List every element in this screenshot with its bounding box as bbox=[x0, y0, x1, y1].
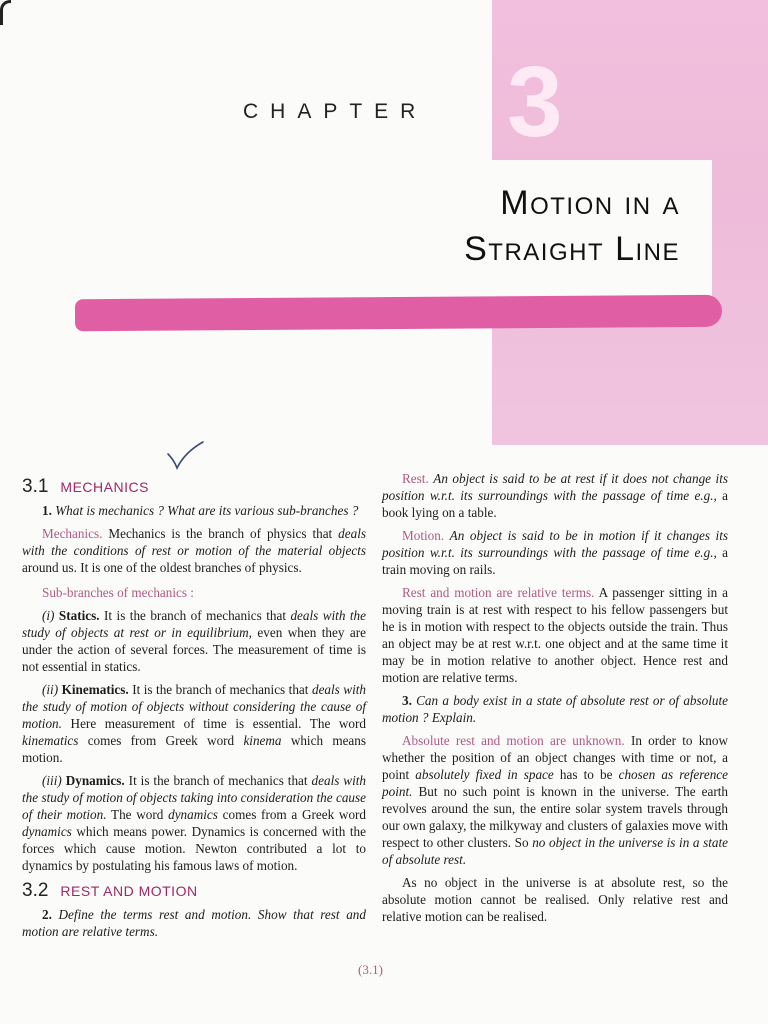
term-label: Statics. bbox=[58, 608, 100, 623]
paragraph-text: Here measurement of time is essential. The word bbox=[70, 716, 367, 731]
paragraph-relative bbox=[382, 584, 728, 686]
paragraph-text: has to be bbox=[559, 767, 613, 782]
paragraph-text: But no such point is known in the universe. The earth revolves around the sun, the entire solar system travels through our own galaxy, the milkyway and clusters of galaxies move with respect to other clusters. So bbox=[382, 784, 729, 850]
paragraph-text: around us. It is one of the oldest branches of physics. bbox=[22, 560, 302, 575]
paragraph-text: It is the branch of mechanics that bbox=[128, 773, 308, 788]
question-3 bbox=[382, 692, 728, 726]
paragraph-motion bbox=[382, 527, 728, 578]
paragraph-italic: kinematics bbox=[22, 733, 79, 748]
paragraph-final bbox=[382, 874, 728, 925]
term-label: Absolute rest and motion are unknown. bbox=[402, 733, 625, 748]
paragraph-text: Mechanics is the branch of physics that bbox=[108, 526, 333, 541]
decorative-pink-bar bbox=[75, 295, 722, 332]
paragraph-italic: kinema bbox=[243, 733, 282, 748]
paragraph-italic: dynamics bbox=[22, 824, 72, 839]
section-heading-3-2 bbox=[22, 882, 366, 900]
paragraph-text: comes from Greek word bbox=[87, 733, 235, 748]
paragraph-text: A passenger sitting in a moving train is at rest with respect to his fellow passengers but he is in motion with respect to the objects outside the train. Thus an object may be at rest w.r.t. one object and at the same time it may be in motion relative to another object. Hence rest and motion are relative terms. bbox=[382, 585, 728, 685]
paragraph-mechanics bbox=[22, 525, 366, 576]
term-label: Rest. bbox=[402, 471, 429, 486]
question-text: What is mechanics ? What are its various sub-branches ? bbox=[55, 503, 359, 518]
term-label: Kinematics. bbox=[61, 682, 129, 697]
handwritten-check-icon bbox=[165, 440, 205, 470]
paragraph-text: which means power. Dynamics is concerned with the forces which cause motion. Newton contributed a lot to dynamics by postulating his famous laws of motion. bbox=[22, 824, 366, 873]
item-number: (i) bbox=[42, 608, 55, 623]
term-label: Dynamics. bbox=[65, 773, 125, 788]
paragraph-statics bbox=[22, 607, 366, 675]
question-text: Define the terms rest and motion. Show that rest and motion are relative terms. bbox=[22, 907, 366, 939]
section-number: 3.1 bbox=[22, 476, 49, 497]
item-number: (ii) bbox=[42, 682, 59, 697]
paragraph-italic: deals with the study of objects at rest or in equilibrium, bbox=[22, 608, 367, 640]
paragraph-italic: deals with the study of motion of objects taking into consideration the cause of their motion. bbox=[22, 773, 367, 822]
item-number: (iii) bbox=[42, 773, 62, 788]
question-number: 2. bbox=[42, 907, 52, 922]
term-label: Rest and motion are relative terms. bbox=[402, 585, 595, 600]
paragraph-text: As no object in the universe is at absolute rest, so the absolute motion cannot be realised. Only relative rest and relative motion can be realised. bbox=[382, 875, 728, 924]
paragraph-italic: chosen as reference point. bbox=[382, 767, 729, 799]
paragraph-italic: no object in the universe is in a state of absolute rest. bbox=[382, 835, 728, 867]
paragraph-italic: dynamics bbox=[168, 807, 218, 822]
paragraph-text: The word bbox=[111, 807, 164, 822]
term-label: Mechanics. bbox=[42, 526, 103, 541]
paragraph-rest bbox=[382, 470, 728, 521]
section-number: 3.2 bbox=[22, 880, 49, 901]
chapter-number: 3 bbox=[507, 46, 563, 158]
paragraph-dynamics bbox=[22, 772, 366, 874]
paragraph-text: It is the branch of mechanics that bbox=[104, 608, 286, 623]
section-heading-3-1 bbox=[22, 478, 366, 496]
page-corner-mark bbox=[0, 0, 11, 25]
question-1 bbox=[22, 502, 366, 519]
chapter-title-line1: Motion in a bbox=[500, 184, 680, 222]
paragraph-italic: deals with the study of motion of objects without considering the cause of motion. bbox=[22, 682, 367, 731]
paragraph-kinematics bbox=[22, 681, 366, 766]
question-2 bbox=[22, 906, 366, 940]
paragraph-text: It is the branch of mechanics that bbox=[132, 682, 309, 697]
paragraph-text: which means motion. bbox=[22, 733, 367, 765]
section-title: MECHANICS bbox=[60, 479, 149, 495]
paragraph-text: comes from a Greek word bbox=[222, 807, 367, 822]
question-text: Can a body exist in a state of absolute rest or of absolute motion ? Explain. bbox=[382, 693, 729, 725]
term-label: Motion. bbox=[402, 528, 445, 543]
subheading: Sub-branches of mechanics : bbox=[42, 585, 194, 600]
paragraph-italic: An object is said to be in motion if it changes its position w.r.t. its surroundings with the passage of time bbox=[382, 528, 729, 560]
paragraph-text: even when they are under the action of several forces. The measurement of time is not essential in statics. bbox=[22, 625, 367, 674]
paragraph-text: a book lying on a table. bbox=[382, 488, 729, 520]
paragraph-text: In order to know whether the position of an object changes with time or not, a point bbox=[382, 733, 728, 782]
paragraph-italic: e.g., bbox=[694, 488, 717, 503]
left-column bbox=[22, 470, 366, 946]
chapter-title-line2: Straight Line bbox=[464, 230, 680, 268]
paragraph-italic: absolutely fixed in space bbox=[415, 767, 554, 782]
paragraph-italic: deals with the conditions of rest or motion of the material objects bbox=[22, 526, 366, 558]
page-number: (3.1) bbox=[358, 962, 383, 977]
paragraph-italic: An object is said to be at rest if it does not change its position w.r.t. its surroundings with the passage of time bbox=[382, 471, 728, 503]
paragraph-text: a train moving on rails. bbox=[382, 545, 729, 577]
question-number: 3. bbox=[402, 693, 412, 708]
right-column bbox=[382, 470, 728, 931]
chapter-label: CHAPTER bbox=[243, 100, 428, 123]
paragraph-italic: e.g., bbox=[694, 545, 717, 560]
section-title: REST AND MOTION bbox=[60, 883, 198, 899]
question-number: 1. bbox=[42, 503, 52, 518]
paragraph-absolute bbox=[382, 732, 728, 868]
